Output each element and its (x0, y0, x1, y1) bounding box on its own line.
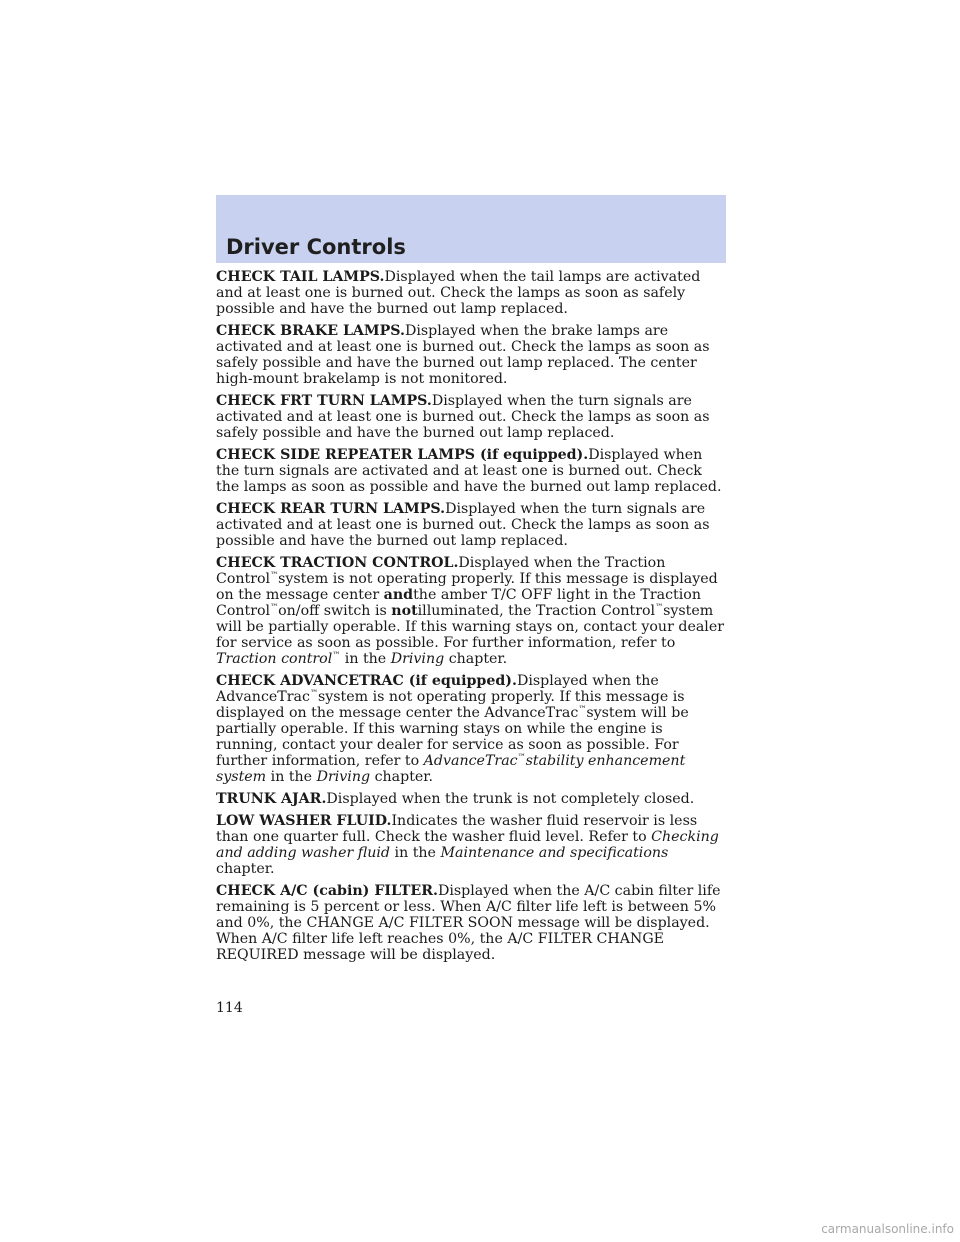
entry-term: CHECK TRACTION CONTROL. (216, 555, 459, 571)
entry-text: Displayed when the AdvanceTrac (216, 673, 659, 705)
section-title: Driver Controls (226, 235, 406, 259)
entry-term: CHECK ADVANCETRAC (if equipped). (216, 673, 517, 689)
page-number: 114 (216, 1000, 243, 1016)
trademark-mark: ™ (270, 602, 279, 612)
trademark-mark: ™ (309, 688, 318, 698)
entry-text: Indicates the washer fluid reservoir is less than one quarter full. Check the washer fluid level. Refer to (216, 813, 698, 845)
entry-check-traction-control (216, 555, 728, 667)
entry-check-side-repeater-lamps (216, 447, 728, 495)
entry-text: Displayed when the brake lamps are activated and at least one is burned out. Check the lamps as soon as safely possible and have the burned out lamp replaced. The center high-mount brakelamp is not monitored. (216, 323, 710, 387)
cross-reference: AdvanceTrac (423, 753, 518, 769)
entry-check-brake-lamps (216, 323, 728, 387)
entry-text: system is not operating properly. If this message is displayed on the message center (216, 571, 718, 603)
entry-text: chapter. (370, 769, 434, 785)
entry-check-frt-turn-lamps (216, 393, 728, 441)
entry-text: system will be partially operable. If this warning stays on, contact your dealer for service as soon as possible. For further information, refer to (216, 603, 725, 651)
entry-check-ac-filter (216, 883, 728, 963)
entry-text: Displayed when the turn signals are activated and at least one is burned out. Check the lamps as soon as possible and have the burned out lamp replaced. (216, 447, 722, 495)
entry-text: Displayed when the Traction Control (216, 555, 666, 587)
emphasis-and: and (383, 587, 414, 603)
entry-low-washer-fluid (216, 813, 728, 877)
trademark-mark: ™ (655, 602, 664, 612)
section-header-band (216, 195, 726, 263)
entry-term: CHECK SIDE REPEATER LAMPS (if equipped). (216, 447, 589, 463)
entry-term: CHECK FRT TURN LAMPS. (216, 393, 432, 409)
chapter-reference: Driving (390, 651, 445, 667)
entry-text: chapter. (216, 861, 275, 877)
entry-term: CHECK BRAKE LAMPS. (216, 323, 405, 339)
trademark-mark: ™ (332, 650, 341, 660)
trademark-mark: ™ (517, 752, 526, 762)
entry-term: CHECK TAIL LAMPS. (216, 269, 385, 285)
entry-text: Displayed when the turn signals are activated and at least one is burned out. Check the lamps as soon as possible and have the burned out lamp replaced. (216, 501, 710, 549)
chapter-reference: Driving (316, 769, 371, 785)
chapter-reference: Maintenance and specifications (440, 845, 669, 861)
entry-text: system is not operating properly. If this message is displayed on the message center the AdvanceTrac (216, 689, 685, 721)
entry-text: in the (340, 651, 391, 667)
entry-text: in the (266, 769, 317, 785)
entry-text: illuminated, the Traction Control (417, 603, 656, 619)
cross-reference: stability enhancement system (216, 753, 686, 785)
watermark: carmanualsonline.info (821, 1222, 954, 1236)
entry-term: TRUNK AJAR. (216, 791, 327, 807)
entry-check-advancetrac (216, 673, 728, 785)
entry-text: system will be partially operable. If this warning stays on while the engine is running, contact your dealer for service as soon as possible. For further information, refer to (216, 705, 689, 769)
entry-term: CHECK REAR TURN LAMPS. (216, 501, 446, 517)
entry-check-rear-turn-lamps (216, 501, 728, 549)
cross-reference: Traction control (216, 651, 333, 667)
entry-text: chapter. (444, 651, 508, 667)
entry-text: Displayed when the trunk is not completely closed. (326, 791, 695, 807)
entry-text: Displayed when the tail lamps are activated and at least one is burned out. Check the lamps as soon as safely possible and have the burned out lamp replaced. (216, 269, 701, 317)
emphasis-not: not (391, 603, 418, 619)
cross-reference: Checking and adding washer fluid (216, 829, 719, 861)
entry-check-tail-lamps (216, 269, 728, 317)
entry-term: LOW WASHER FLUID. (216, 813, 392, 829)
entry-text: Displayed when the turn signals are activated and at least one is burned out. Check the lamps as soon as safely possible and have the burned out lamp replaced. (216, 393, 710, 441)
entry-text: Displayed when the A/C cabin filter life remaining is 5 percent or less. When A/C filter life left is between 5% and 0%, the CHANGE A/C FILTER SOON message will be displayed. When A/C filter life left reaches 0%, the A/C FILTER CHANGE REQUIRED message will be displayed. (216, 883, 721, 963)
trademark-mark: ™ (578, 704, 587, 714)
entry-text: on/off switch is (278, 603, 392, 619)
entry-trunk-ajar (216, 791, 728, 807)
trademark-mark: ™ (270, 570, 279, 580)
entry-text: the amber T/C OFF light in the Traction Control (216, 587, 701, 619)
entry-term: CHECK A/C (cabin) FILTER. (216, 883, 438, 899)
page-content (216, 269, 728, 969)
entry-text: in the (390, 845, 441, 861)
